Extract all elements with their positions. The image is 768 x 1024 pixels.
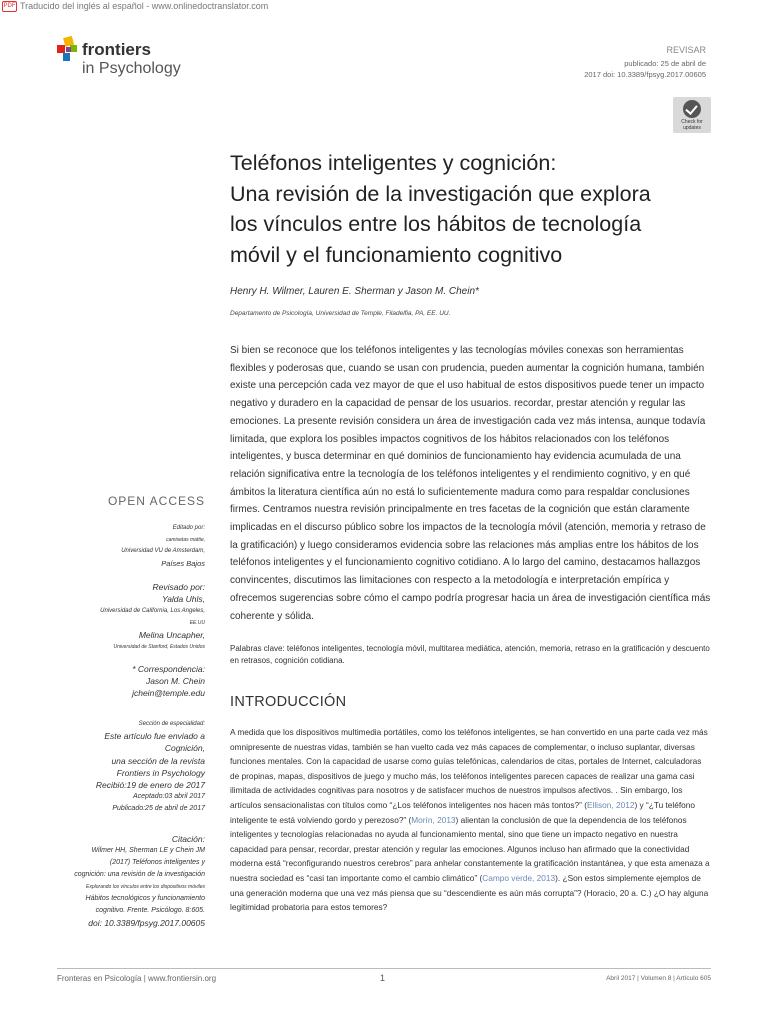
reviewer-name: Melina Uncapher,: [138, 630, 205, 640]
authors: Henry H. Wilmer, Lauren E. Sherman y Jason M. Chein*: [230, 286, 479, 297]
section-line: Frontiers in Psychology: [116, 767, 205, 778]
intro-paragraph: [230, 725, 712, 915]
doi[interactable]: 2017 doi: 10.3389/fpsyg.2017.00605: [584, 70, 706, 79]
intro-text: ) alientan la conclusión de que la dependencia de los teléfonos inteligentes y tecnologías relacionadas no ayuda al funcionamiento mental, sino que tiene un impacto negativo en nuestra capacidad para pensar, recordar, prestar atención y regular las emociones. Algunos incluso han afirmado que la conectividad moderna está “reconfigurando nuestros cerebros” para anhelar constantemente la gratificación instantánea, y que esta amenaza a nuestra sociedad es “casi tan importante como el cambio climático” (: [230, 814, 710, 883]
section-block: [96, 718, 205, 816]
reviewer-name: Yalda Uhls,: [162, 594, 205, 604]
intro-text: ) y “¿Tu teléfono inteligente te está volviendo gordo y perezoso?” (: [230, 799, 696, 825]
journal-name-line1: frontiers: [82, 40, 151, 59]
citation-line: Explorando los vínculos entre los dispositivos móviles: [86, 884, 205, 890]
intro-text: ). ¿Son estos simplemente ejemplos de una generación moderna que una vez más piensa que su “descendiente es aún más corrupta”? (Horacio, 20 a. C.) ¿O hay alguna legitimidad probatoria para estos temores?: [230, 872, 709, 913]
footer-journal[interactable]: Fronteras en Psicología | www.frontiersin.org: [57, 974, 217, 983]
section-line: una sección de la revista: [111, 755, 205, 766]
section-label: Sección de especialidad:: [138, 721, 205, 727]
correspondence-name: Jason M. Chein: [145, 676, 205, 686]
section-line: Este artículo fue enviado a: [104, 731, 205, 742]
citation-line: cognición: una revisión de la investigación: [74, 871, 205, 878]
check-updates-button[interactable]: [673, 97, 711, 133]
correspondence-label: * Correspondencia:: [132, 664, 205, 674]
editor-affiliation: Universidad VU de Amsterdam,: [121, 548, 205, 555]
editor-country: Países Bajos: [161, 559, 205, 569]
journal-name-line2: in Psychology: [82, 60, 181, 77]
correspondence-email[interactable]: jchein@temple.edu: [132, 688, 205, 698]
title-line: Una revisión de la investigación que explora: [230, 181, 651, 206]
reviewer-affiliation: Universidad de California, Los Angeles,: [100, 608, 205, 614]
citation-block: [74, 833, 205, 929]
citation-label: Citación:: [171, 834, 205, 844]
article-title: [230, 148, 710, 270]
correspondence-block: [132, 663, 205, 699]
citation-doi[interactable]: doi: 10.3389/fpsyg.2017.00605: [88, 918, 205, 928]
title-line: los vínculos entre los hábitos de tecnología: [230, 212, 642, 236]
accepted-date: Aceptado:03 abril 2017: [133, 793, 205, 801]
section-heading: INTRODUCCIÓN: [230, 694, 347, 710]
received-date: Recibió:19 de enero de 2017: [95, 780, 205, 791]
reviewer-affiliation: Universidad de Stanford, Estados Unidos: [113, 644, 205, 650]
citation-line: cognitivo. Frente. Psicólogo. 8:605.: [95, 907, 205, 914]
title-line: Teléfonos inteligentes y cognición:: [230, 151, 557, 175]
check-updates-icon: [683, 100, 701, 118]
frontiers-logo-icon: [57, 36, 79, 62]
affiliation: Departamento de Psicología, Universidad de Temple, Filadelfia, PA, EE. UU.: [230, 310, 451, 317]
translate-icon: PDF: [2, 1, 17, 12]
citation-line: Hábitos tecnológicos y funcionamiento: [85, 895, 205, 902]
citation-link[interactable]: Campo verde, 2013: [482, 872, 556, 883]
section-line: Cognición,: [164, 743, 205, 754]
title-line: móvil y el funcionamiento cognitivo: [230, 242, 563, 267]
citation-link[interactable]: Morín, 2013: [411, 814, 456, 825]
footer-issue: Abril 2017 | Volumen 8 | Artículo 605: [606, 975, 711, 982]
abstract: Si bien se reconoce que los teléfonos inteligentes y las tecnologías móviles conexas son herramientas flexibles y poderosas que, cuando se usan con prudencia, pueden aumentar la cognición humana, también existe una percepción cada vez mayor de que el uso habitual de estos dispositivos puede tener un impacto negativo y duradero en la capacidad de pensar de los usuarios. recordar, prestar atención y regular las emociones. La presente revisión considera un área de investigación cada vez más intensa, aunque todavía limitada, que explora los posibles impactos cognitivos de los hábitos relacionados con los teléfonos inteligentes, y busca determinar en qué dominios de funcionamiento hay evidencia acumulada de una relación significativa entre la tecnología de los teléfonos inteligentes y el rendimiento cognitivo, y en qué ámbitos la literatura científica aún no está lo suficientemente madura como para respaldar conclusiones firmes. Centramos nuestra revisión principalmente en tres facetas de la cognición que están claramente implicadas en el discurso público sobre los impactos de la tecnología móvil (atención, memoria y retraso de la gratificación) y luego consideramos evidencia sobre las relaciones más amplias entre los hábitos de los teléfonos inteligentes y el funcionamiento cognitivo cotidiano. A lo largo del camino, destacamos hallazgos convincentes, discutimos las limitaciones con respecto a la metodología e interpretación empírica y ofrecemos sugerencias sobre cómo el campo podría progresar hacia un área de investigación científica más coherente y sólida.: [230, 345, 711, 622]
edited-by-block: [121, 523, 205, 570]
footer-divider: [57, 968, 711, 969]
check-line1: Check for: [681, 119, 703, 125]
published-date-side: Publicado:25 de abril de 2017: [112, 805, 205, 813]
keywords: Palabras clave: teléfonos inteligentes, tecnología móvil, multitarea mediática, atención, memoria, retraso en la gratificación y descuento en retrasos, cognición cotidiana.: [230, 644, 710, 665]
page-number: 1: [380, 973, 386, 983]
editor-name: camisetas mattie,: [166, 536, 205, 543]
reviewer-country: EE.UU: [189, 620, 205, 626]
check-line2: updates: [683, 125, 701, 131]
article-type: REVISAR: [666, 45, 706, 55]
translator-bar[interactable]: [0, 0, 268, 12]
edited-by-label: Editado por:: [172, 525, 205, 531]
citation-line: (2017) Teléfonos inteligentes y: [109, 859, 205, 866]
reviewed-by-label: Revisado por:: [152, 582, 205, 592]
intro-text: A medida que los dispositivos multimedia portátiles, como los teléfonos inteligentes, se han convertido en una parte cada vez más omnipresente de nuestras vidas, también se han vuelto cada vez más capaces de complementar, o incluso suplantar, diversas funciones mentales. Con la capacidad de usarse como guías telefónicas, calendarios de citas, portales de Internet, calculadoras de propinas, mapas, dispositivos de juego y mucho más, los teléfonos inteligentes parecen capaces de realizar una gama casi ilimitada de actividades cognitivas para nosotros y de satisfacer muchos de nuestros impulsos afectivos. . Sin embargo, los artículos sensacionalistas con títulos como “¿Los teléfonos inteligentes nos hacen más tontos?” (: [230, 727, 708, 810]
open-access-label: OPEN ACCESS: [107, 494, 205, 508]
citation-line: Wilmer HH, Sherman LE y Chein JM: [91, 847, 205, 854]
reviewed-by-block: [100, 581, 205, 653]
translator-text: Traducido del inglés al español - www.onlinedoctranslator.com: [20, 1, 269, 11]
article-meta: [584, 45, 706, 80]
citation-link[interactable]: Ellison, 2012: [586, 799, 635, 810]
published-date: publicado: 25 de abril de: [624, 59, 706, 68]
